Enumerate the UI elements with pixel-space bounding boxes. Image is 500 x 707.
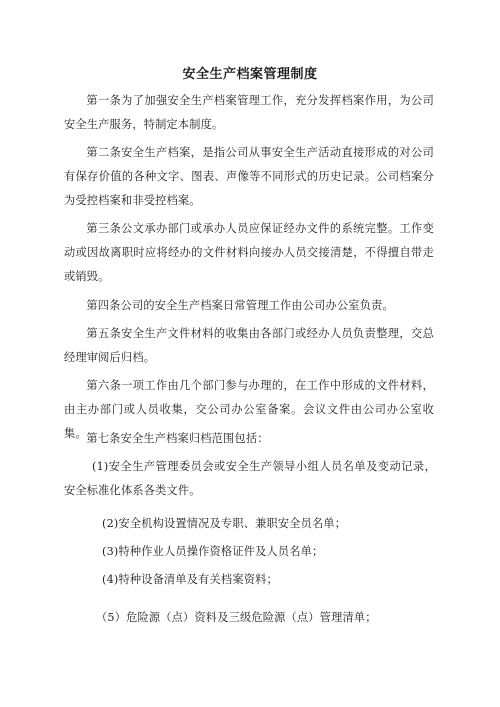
document-title: 安全生产档案管理制度 <box>182 67 318 82</box>
list-item-5: （5）危险源（点）资料及三级危险源（点）管理清单； <box>96 611 377 624</box>
list-item-1: (1)安全生产管理委员会或安全生产领导小组人员名单及变动记录，安全标准化体系各类文件。 <box>64 460 436 497</box>
list-item-2: (2)安全机构设置情况及专职、兼职安全员名单； <box>102 517 347 530</box>
article-7: 第七条安全生产档案归档范围包括： <box>86 432 269 445</box>
article-6: 第六条一项工作由几个部门参与办理的，在工作中形成的文件材料，由主办部门或人员收集，交公司办公室备案。会议文件由公司办公室收集。 <box>64 379 434 440</box>
article-3: 第三条公文承办部门或承办人员应保证经办文件的系统完整。工作变动或因故离职时应将经办的文件材料向接办人员交接清楚，不得擅自带走或销毁。 <box>64 222 434 283</box>
article-2: 第二条安全生产档案，是指公司从事安全生产活动直接形成的对公司有保存价值的各种文字、图表、声像等不同形式的历史记录。公司档案分为受控档案和非受控档案。 <box>64 146 434 207</box>
list-item-3: (3)特种作业人员操作资格证件及人员名单； <box>102 545 324 558</box>
article-4: 第四条公司的安全生产档案日常管理工作由公司办公室负责。 <box>86 299 394 312</box>
article-1: 第一条为了加强安全生产档案管理工作，充分发挥档案作用，为公司安全生产服务，特制定本制度。 <box>64 94 434 131</box>
list-item-4: (4)特种设备清单及有关档案资料； <box>102 573 278 586</box>
article-5: 第五条安全生产文件材料的收集由各部门或经办人员负责整理，交总经理审阅后归档。 <box>64 327 434 364</box>
